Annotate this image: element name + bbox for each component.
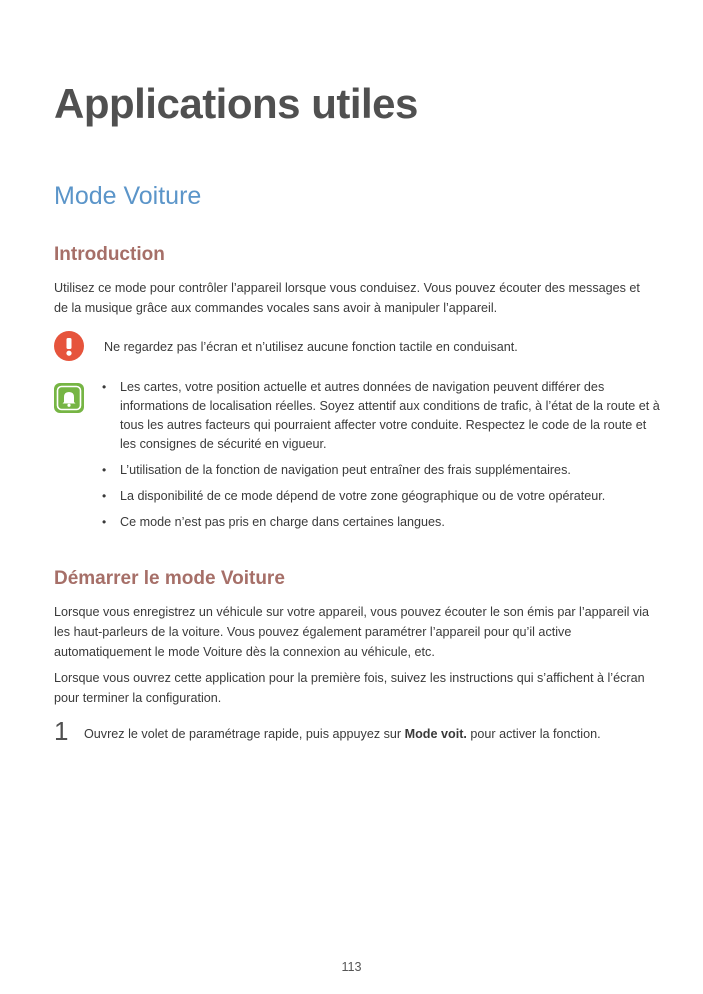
note-item-text: Ce mode n’est pas pris en charge dans certaines langues. (120, 515, 445, 529)
warning-icon (54, 331, 84, 361)
bell-icon (54, 383, 84, 413)
page-number: 113 (341, 960, 362, 974)
introduction-paragraph: Utilisez ce mode pour contrôler l’appareil lorsque vous conduisez. Vous pouvez écouter des messages et de la musique grâce aux commandes vocales sans avoir à manipuler l’appareil. (54, 281, 640, 315)
start-paragraph-2: Lorsque vous ouvrez cette application pour la première fois, suivez les instructions qui s’affichent à l’écran pour terminer la configuration. (54, 671, 645, 705)
step-number: 1 (54, 716, 69, 746)
bullet-icon: • (102, 515, 107, 529)
warning-text: Ne regardez pas l’écran et n’utilisez aucune fonction tactile en conduisant. (104, 340, 518, 354)
note-item-text: Les cartes, votre position actuelle et autres données de navigation peuvent différer des informations de localisation réelles. Soyez attentif aux conditions de trafic, à l’état de la route et à tous les autres facteurs qui pourraient affecter votre conduite. Respectez le code de la route et les consignes de sécurité en vigueur. (120, 380, 660, 451)
note-item-text: La disponibilité de ce mode dépend de votre zone géographique ou de votre opérateur. (120, 489, 606, 503)
bullet-icon: • (102, 489, 107, 503)
warning-notice (54, 331, 654, 363)
step-text-bold: Mode voit. (404, 727, 467, 741)
step-text-before: Ouvrez le volet de paramétrage rapide, puis appuyez sur (84, 727, 405, 741)
list-item (100, 513, 660, 532)
section-title: Mode Voiture (54, 182, 202, 210)
page-title: Applications utiles (54, 80, 418, 127)
start-paragraph-1: Lorsque vous enregistrez un véhicule sur votre appareil, vous pouvez écouter le son émis par l’appareil via les haut-parleurs de la voiture. Vous pouvez également paramétrer l’appareil pour qu’il active automatiquement le mode Voiture dès la connexion au véhicule, etc. (54, 605, 650, 659)
note-list (100, 378, 660, 539)
step-text-after: pour activer la fonction. (466, 727, 601, 741)
list-item (100, 461, 660, 480)
bullet-icon: • (102, 463, 107, 477)
introduction-heading: Introduction (54, 244, 165, 265)
start-heading: Démarrer le mode Voiture (54, 568, 285, 589)
list-item (100, 487, 660, 506)
list-item (100, 378, 660, 454)
bullet-icon: • (102, 380, 107, 394)
step-text (84, 724, 601, 744)
note-item-text: L’utilisation de la fonction de navigation peut entraîner des frais supplémentaires. (120, 463, 571, 477)
